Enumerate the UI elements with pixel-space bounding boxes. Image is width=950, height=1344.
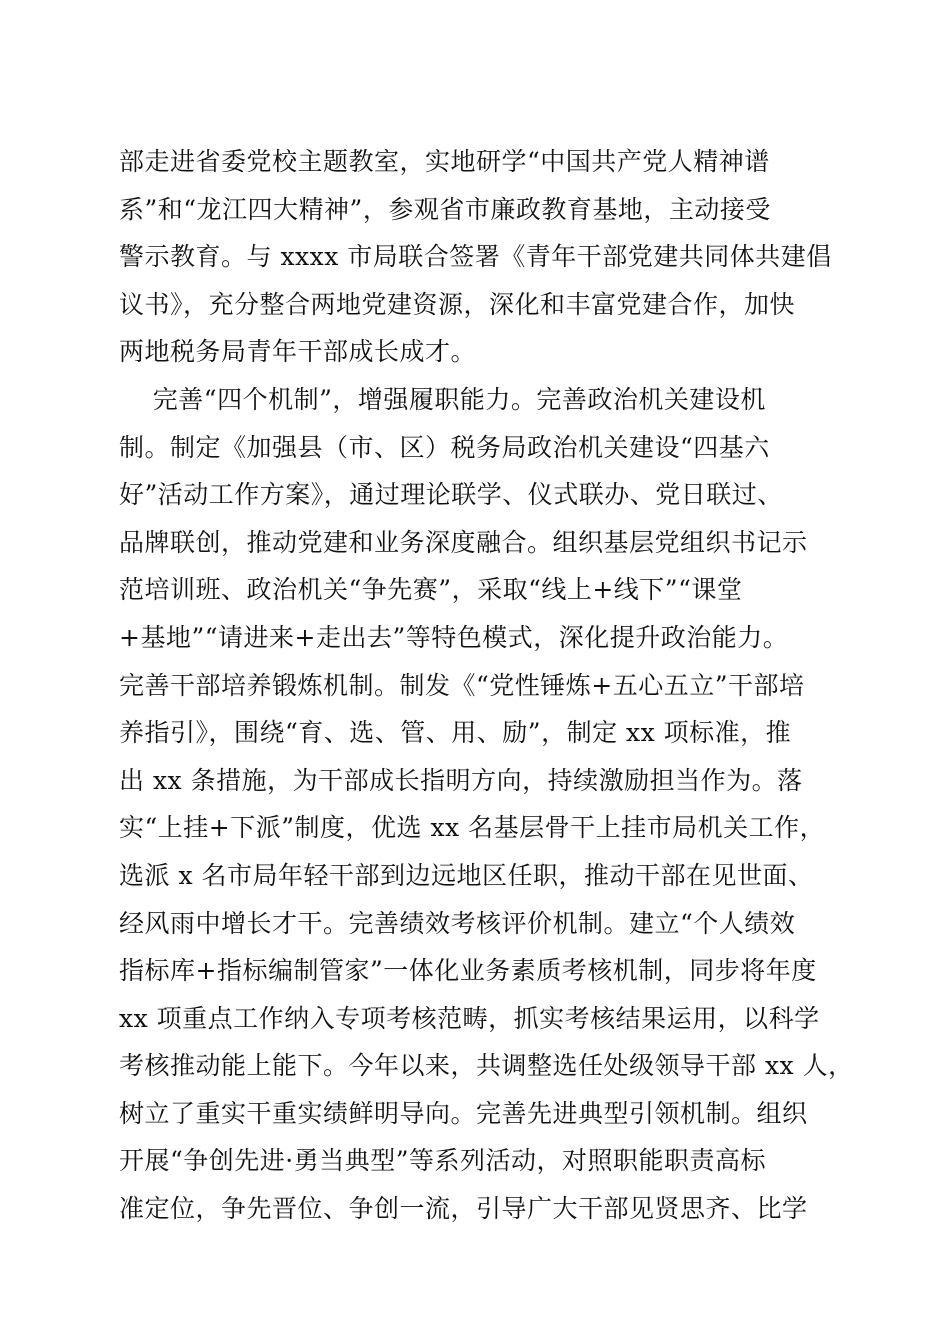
text-line: 选派 x 名市局年轻干部到边远地区任职，推动干部在见世面、 xyxy=(119,860,814,890)
text-line: 议书》，充分整合两地党建资源，深化和丰富党建合作，加快 xyxy=(119,289,796,319)
text-line: +基地”“请进来+走出去”等特色模式，深化提升政治能力。 xyxy=(119,622,789,652)
body-text xyxy=(119,138,854,1233)
text-line: 完善“四个机制”，增强履职能力。完善政治机关建设机 xyxy=(119,384,766,414)
text-line: 指标库+指标编制管家”一体化业务素质考核机制，同步将年度 xyxy=(119,956,817,986)
text-line: xx 项重点工作纳入专项考核范畴，抓实考核结果运用，以科学 xyxy=(119,1003,820,1033)
text-line: 两地税务局青年干部成长成才。 xyxy=(119,337,477,367)
text-line: 警示教育。与 xxxx 市局联合签署《青年干部党建共同体共建倡 xyxy=(119,242,832,272)
text-line: 部走进省委党校主题教室，实地研学“中国共产党人精神谱 xyxy=(119,147,770,176)
text-line: 准定位，争先晋位、争创一流，引导广大干部见贤思齐、比学 xyxy=(119,1194,808,1224)
text-line: 品牌联创，推动党建和业务深度融合。组织基层党组织书记示 xyxy=(119,527,808,557)
text-line: 完善干部培养锻炼机制。制发《“党性锤炼+五心五立”干部培 xyxy=(119,670,805,700)
text-line: 开展“争创先进·勇当典型”等系列活动，对照职能职责高标 xyxy=(119,1146,767,1176)
text-line: 实“上挂+下派”制度，优选 xx 名基层骨干上挂市局机关工作， xyxy=(119,813,826,843)
text-line: 考核推动能上能下。今年以来，共调整选任处级领导干部 xx 人， xyxy=(119,1051,854,1081)
text-line: 好”活动工作方案》，通过理论联学、仪式联办、党日联过、 xyxy=(119,480,783,510)
text-line: 养指引》，围绕“育、选、管、用、励”，制定 xx 项标准，推 xyxy=(119,718,792,748)
text-line: 系”和“龙江四大精神”，参观省市廉政教育基地，主动接受 xyxy=(119,194,771,224)
text-line: 制。制定《加强县（市、区）税务局政治机关建设“四基六 xyxy=(119,432,770,462)
text-line: 范培训班、政治机关“争先赛”，采取“线上+线下”“课堂 xyxy=(119,575,743,605)
text-line: 出 xx 条措施，为干部成长指明方向，持续激励担当作为。落 xyxy=(119,765,803,795)
text-line: 树立了重实干重实绩鲜明导向。完善先进典型引领机制。组织 xyxy=(119,1098,808,1128)
text-line: 经风雨中增长才干。完善绩效考核评价机制。建立“个人绩效 xyxy=(119,908,796,938)
